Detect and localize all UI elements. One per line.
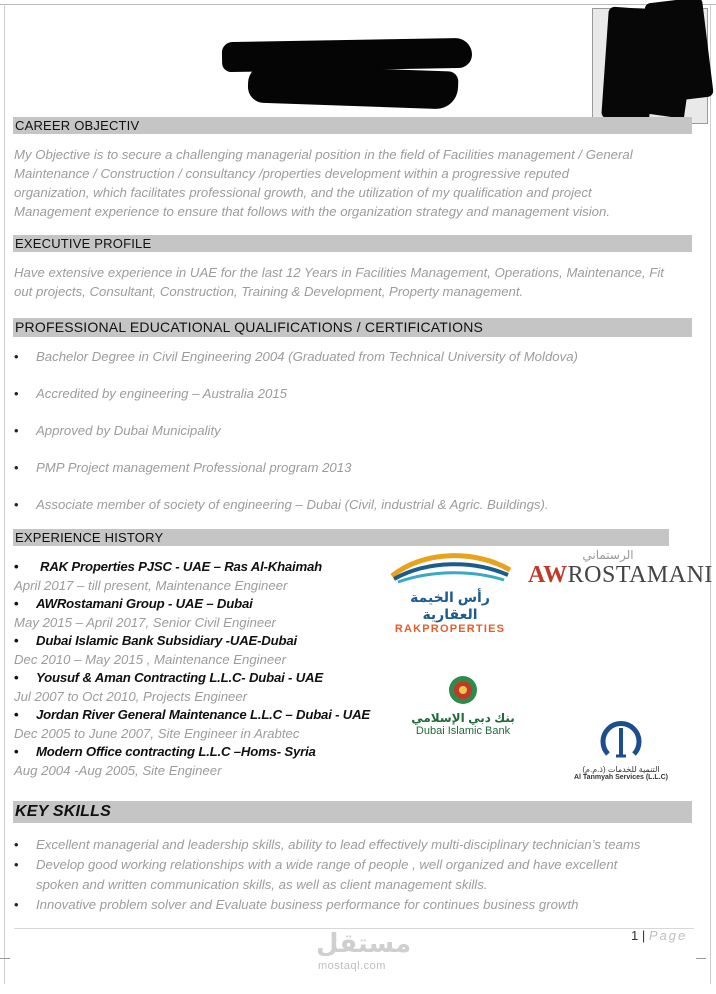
experience-entry [14,558,384,595]
section-heading-qualifications: PROFESSIONAL EDUCATIONAL QUALIFICATIONS / CERTIFICATIONS [13,318,692,337]
rak-english-name: RAKPROPERTIES [394,623,506,635]
redacted-contact [247,64,458,109]
list-item: • Approved by Dubai Municipality [14,421,694,458]
list-item: • Associate member of society of engineering – Dubai (Civil, industrial & Agric. Buildings). [14,495,694,532]
experience-entry [14,632,384,669]
page-border-right [710,4,711,984]
section-heading-executive-profile: EXECUTIVE PROFILE [13,235,692,252]
list-item: • PMP Project management Professional program 2013 [14,458,694,495]
list-item: • Develop good working relationships with a wide range of people , well organized and have excellent spoken and written communication skills, as well as client management skills. [14,855,694,895]
job-detail: Aug 2004 -Aug 2005, Site Engineer [14,762,222,778]
crop-mark [696,958,706,969]
job-detail: Dec 2010 – May 2015 , Maintenance Engineer [14,651,286,667]
experience-entry [14,706,384,743]
section-heading-experience-history: EXPERIENCE HISTORY [13,529,669,546]
dib-english-name: Dubai Islamic Bank [415,725,511,737]
page-number: 1 | Page [631,928,688,943]
section-heading-key-skills: KEY SKILLS [13,801,692,823]
company-name: • Jordan River General Maintenance L.L.C – Dubai - UAE [14,706,384,725]
tanmyah-arabic-name: التنمية للخدمات (ذ.م.م) [582,765,660,774]
key-skills-list [14,835,694,915]
watermark-arabic: مستقل [316,928,412,958]
aw-rostamani-logo [528,548,713,608]
dubai-islamic-bank-logo [408,674,518,740]
company-name: • RAK Properties PJSC - UAE – Ras Al-Khaimah [14,558,384,577]
experience-entry [14,595,384,632]
crop-mark [0,958,10,969]
job-detail: Jul 2007 to Oct 2010, Projects Engineer [14,688,248,704]
job-detail: April 2017 – till present, Maintenance Engineer [14,577,288,593]
tanmyah-english-name: Al Tanmyah Services (L.L.C) [573,774,668,781]
tanmyah-emblem-icon [598,714,644,760]
job-detail: Dec 2005 to June 2007, Site Engineer in Arabtec [14,725,300,741]
list-item: • Innovative problem solver and Evaluate business performance for continues business growth [14,895,694,915]
page-border-top [0,4,716,5]
page-border-left [4,4,5,984]
awr-english-name: AWROSTAMANI [528,562,713,588]
awr-arabic-name: الرستماني [582,548,634,562]
rak-wave-icon [384,548,516,584]
photo-redaction [624,26,695,119]
list-item: • Bachelor Degree in Civil Engineering 2004 (Graduated from Technical University of Moldova) [14,347,694,384]
company-name: • Yousuf & Aman Contracting L.L.C- Dubai - UAE [14,669,384,688]
list-item: • Accredited by engineering – Australia 2015 [14,384,694,421]
career-objective-text: My Objective is to secure a challenging managerial position in the field of Facilities management / General Maintenance / Construction / consultancy /properties development within a progressive reputed organization, which facilitates professional growth, and the utilization of my qualification and project Management experience to ensure that follows with the organization strategy and management vision. [14,147,633,219]
company-name: • Dubai Islamic Bank Subsidiary -UAE-Dubai [14,632,384,651]
rak-arabic-name: رأس الخيمة العقارية [410,589,490,622]
al-tanmyah-logo [566,714,676,794]
section-heading-career-objective: CAREER OBJECTIV [13,117,692,134]
executive-profile-text: Have extensive experience in UAE for the last 12 Years in Facilities Management, Operations, Maintenance, Fit out projects, Consultant, Construction, Training & Development, Property management. [14,265,664,299]
dib-emblem-icon [446,674,480,706]
company-name: • Modern Office contracting L.L.C –Homs- Syria [14,743,384,762]
experience-entry [14,743,384,780]
dib-arabic-name: بنك دبي الإسلامي [411,711,515,725]
qualifications-list [14,347,694,532]
experience-list [14,558,384,780]
experience-entry [14,669,384,706]
rak-properties-logo [384,548,516,635]
watermark-url: mostaql.com [318,960,386,972]
job-detail: May 2015 – April 2017, Senior Civil Engineer [14,614,276,630]
company-name: • AWRostamani Group - UAE – Dubai [14,595,384,614]
list-item: • Excellent managerial and leadership skills, ability to lead effectively multi-disciplinary technician’s teams [14,835,694,855]
